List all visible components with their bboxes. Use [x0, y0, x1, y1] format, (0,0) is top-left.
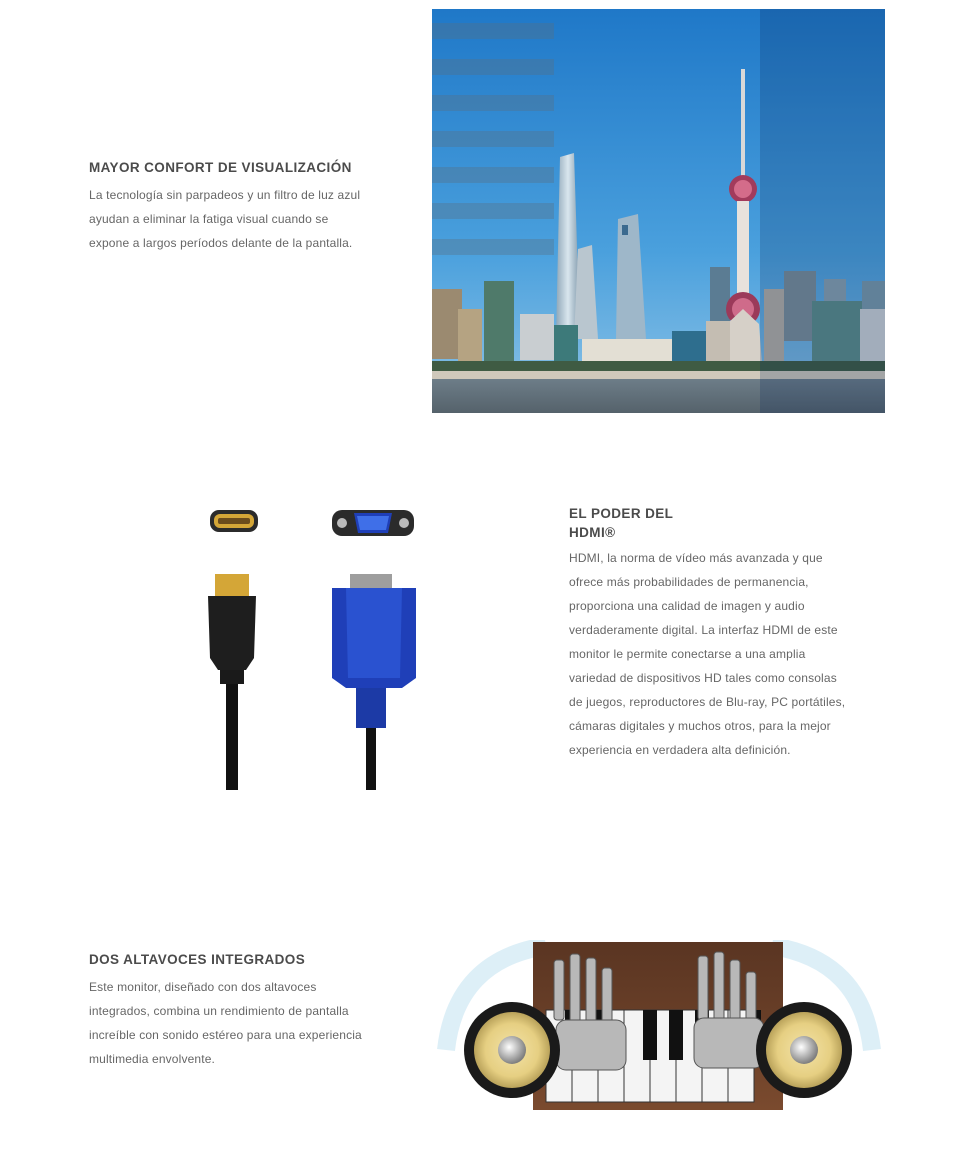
description-line: cámaras digitales y muchos otros, para la mejor [569, 719, 831, 733]
speakers-heading: DOS ALTAVOCES INTEGRADOS [89, 952, 306, 967]
speakers-feature [89, 950, 409, 1071]
description-line: variedad de dispositivos HD tales como consolas [569, 671, 837, 685]
right-speaker-icon [756, 1002, 852, 1098]
speakers-description [89, 975, 409, 1071]
description-line: ofrece más probabilidades de permanencia, [569, 575, 809, 589]
vga-cable-icon [332, 574, 416, 790]
eye-comfort-feature [89, 158, 409, 255]
description-line: de juegos, reproductores de Blu-ray, PC portátiles, [569, 695, 846, 709]
vga-port-icon [332, 510, 414, 536]
eye-comfort-description [89, 183, 409, 255]
description-line: monitor le permite conectarse a una amplia [569, 647, 806, 661]
description-line: ayudan a eliminar la fatiga visual cuando se [89, 212, 329, 226]
heading-line: EL PODER DEL [569, 506, 674, 521]
description-line: verdaderamente digital. La interfaz HDMI de este [569, 623, 838, 637]
description-line: Este monitor, diseñado con dos altavoces [89, 980, 317, 994]
description-line: expone a largos períodos delante de la pantalla. [89, 236, 353, 250]
description-line: La tecnología sin parpadeos y un filtro de luz azul [89, 188, 361, 202]
hdmi-description [569, 546, 889, 762]
description-line: experiencia en verdadera alta definición. [569, 743, 791, 757]
hdmi-cable-icon [208, 574, 256, 790]
hdmi-heading [569, 504, 889, 542]
description-line: integrados, combina un rendimiento de pantalla [89, 1004, 349, 1018]
speakers-piano-image [436, 940, 882, 1140]
hdmi-feature [569, 504, 889, 762]
left-speaker-icon [464, 1002, 560, 1098]
eye-comfort-heading: MAYOR CONFORT DE VISUALIZACIÓN [89, 160, 352, 175]
hdmi-vga-cables-image [190, 498, 430, 790]
description-line: HDMI, la norma de vídeo más avanzada y que [569, 551, 823, 565]
description-line: increíble con sonido estéreo para una experiencia [89, 1028, 362, 1042]
heading-line: HDMI® [569, 525, 616, 540]
description-line: proporciona una calidad de imagen y audio [569, 599, 805, 613]
hdmi-port-icon [210, 510, 258, 532]
city-skyline-image [432, 9, 885, 413]
description-line: multimedia envolvente. [89, 1052, 216, 1066]
